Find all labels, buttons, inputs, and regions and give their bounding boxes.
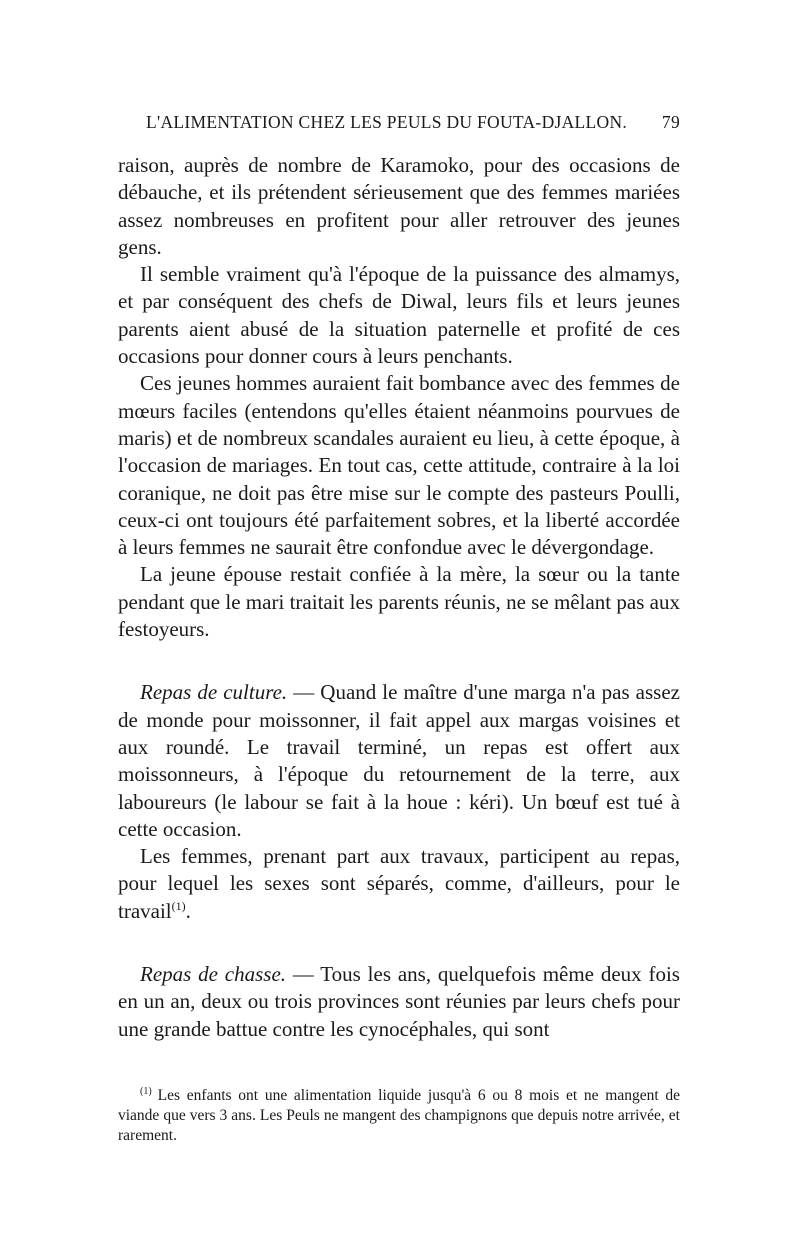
paragraph-1: raison, auprès de nombre de Karamoko, pour des occasions de débauche, et ils prétendent sérieusement que des femmes mariées assez nombreuses en profitent pour aller retrouver des jeunes gens. bbox=[118, 153, 680, 259]
running-header bbox=[118, 112, 680, 152]
paragraph-5-end: . bbox=[185, 898, 191, 923]
running-title: L'ALIMENTATION CHEZ LES PEULS DU FOUTA-DJALLON. bbox=[146, 112, 628, 132]
footnote-reference[interactable]: (1) bbox=[171, 898, 186, 913]
section-text-chasse: — Tous les ans, quelquefois même deux fois en un an, deux ou trois provinces sont réunies par leurs chefs pour une grande battue contre les cynocéphales, qui sont bbox=[118, 962, 680, 1041]
section-repas-de-chasse bbox=[118, 961, 680, 1043]
book-page bbox=[118, 112, 680, 1147]
section-text-culture: — Quand le maître d'une marga n'a pas assez de monde pour moissonner, il fait appel aux margas voisines et aux roundé. Le travail terminé, un repas est offert aux moissonneurs, à l'époque du retournement de la terre, aux laboureurs (le labour se fait à la houe : kéri). Un bœuf est tué à cette occasion. bbox=[118, 680, 680, 841]
footnote-mark: (1) bbox=[140, 1085, 152, 1097]
section-repas-de-culture bbox=[118, 679, 680, 843]
paragraph-5-text: Les femmes, prenant part aux travaux, participent au repas, pour lequel les sexes sont séparés, comme, d'ailleurs, pour le travail bbox=[118, 844, 680, 923]
paragraph-4: La jeune épouse restait confiée à la mère, la sœur ou la tante pendant que le mari traitait les parents réunis, ne se mêlant pas aux festoyeurs. bbox=[118, 562, 680, 642]
paragraph-3: Ces jeunes hommes auraient fait bombance avec des femmes de mœurs faciles (entendons qu'elles étaient néanmoins pourvues de maris) et de nombreux scandales auraient eu lieu, à cette époque, à l'occasion de mariages. En tout cas, cette attitude, contraire à la loi coranique, ne doit pas être mise sur le compte des pasteurs Poulli, ceux-ci ont toujours été parfaitement sobres, et la liberté accordée à leurs femmes ne saurait être confondue avec le dévergondage. bbox=[118, 371, 680, 560]
section-spacer bbox=[118, 643, 680, 679]
section-spacer bbox=[118, 925, 680, 961]
page-number: 79 bbox=[661, 112, 680, 132]
footnote bbox=[118, 1086, 680, 1147]
section-heading-culture: Repas de culture. bbox=[140, 680, 288, 705]
footnote-spacer bbox=[118, 1043, 680, 1086]
paragraph-5 bbox=[118, 843, 680, 925]
section-heading-chasse: Repas de chasse. bbox=[140, 962, 287, 987]
footnote-text: Les enfants ont une alimentation liquide jusqu'à 6 ou 8 mois et ne mangent de viande que vers 3 ans. Les Peuls ne mangent des champignons que depuis notre arrivée, et rarement. bbox=[118, 1086, 680, 1145]
paragraph-2: Il semble vraiment qu'à l'époque de la puissance des almamys, et par conséquent des chefs de Diwal, leurs fils et leurs jeunes parents aient abusé de la situation paternelle et profité de ces occasions pour donner cours à leurs penchants. bbox=[118, 262, 680, 369]
